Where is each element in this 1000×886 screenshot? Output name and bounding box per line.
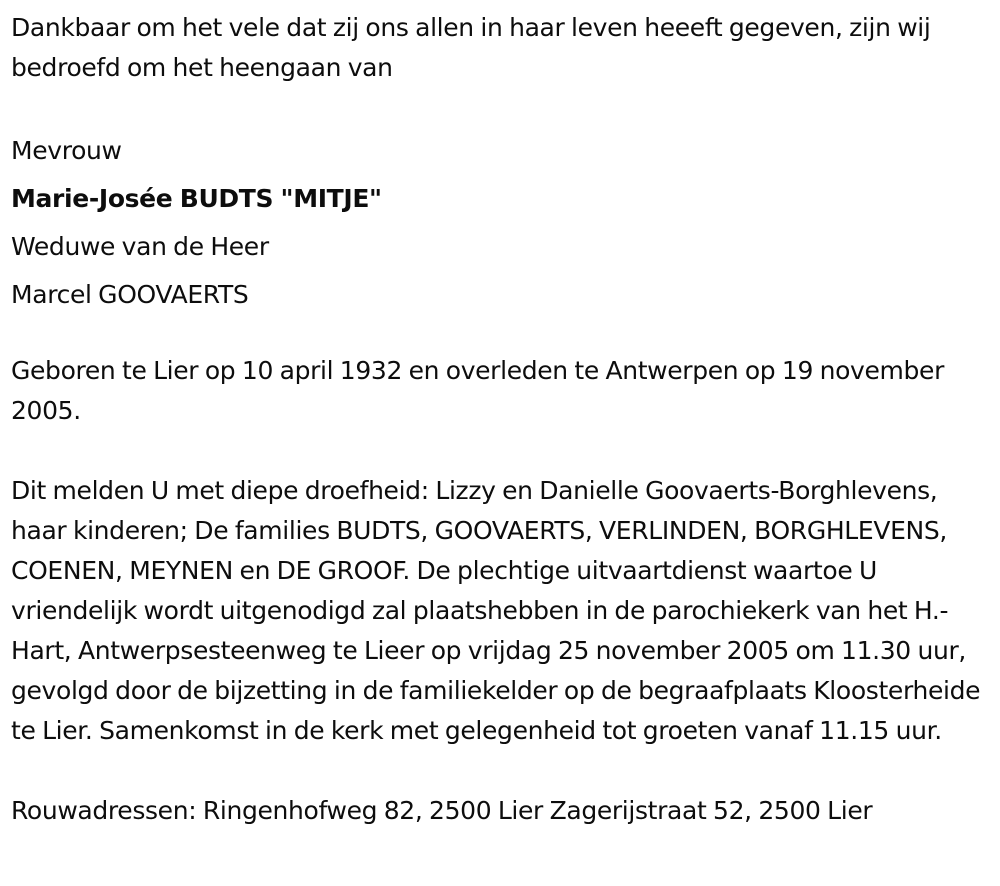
spacer [11, 751, 996, 791]
intro-text: Dankbaar om het vele dat zij ons allen in haar leven heeeft gegeven, zijn wij bedroefd om het heengaan van [11, 13, 931, 82]
deceased-name: Marie-Josée BUDTS "MITJE" [11, 184, 382, 213]
mourning-addresses: Rouwadressen: Ringenhofweg 82, 2500 Lier Zagerijstraat 52, 2500 Lier [11, 796, 873, 825]
salutation: Mevrouw [11, 136, 122, 165]
spacer [11, 431, 996, 471]
obituary-notice [11, 8, 996, 831]
announcement-text: Dit melden U met diepe droefheid: Lizzy en Danielle Goovaerts-Borghlevens, haar kinderen; De families BUDTS, GOOVAERTS, VERLINDEN, BORGHLEVENS, COENEN, MEYNEN en DE GROOF. De plechtige uitvaartdienst waartoe U vriendelijk wordt uitgenodigd zal plaatshebben in de parochiekerk van het H.-Hart, Antwerpsesteenweg te Lieer op vrijdag 25 november 2005 om 11.30 uur, gevolgd door de bijzetting in de familiekelder op de begraafplaats Kloosterheide te Lier. Samenkomst in de kerk met gelegenheid tot groeten vanaf 11.15 uur. [11, 476, 981, 745]
spacer [11, 88, 996, 127]
spacer [11, 319, 996, 351]
birth-death-text: Geboren te Lier op 10 april 1932 en overleden te Antwerpen op 19 november 2005. [11, 356, 945, 425]
spouse-name: Marcel GOOVAERTS [11, 280, 249, 309]
relation-text: Weduwe van de Heer [11, 232, 269, 261]
